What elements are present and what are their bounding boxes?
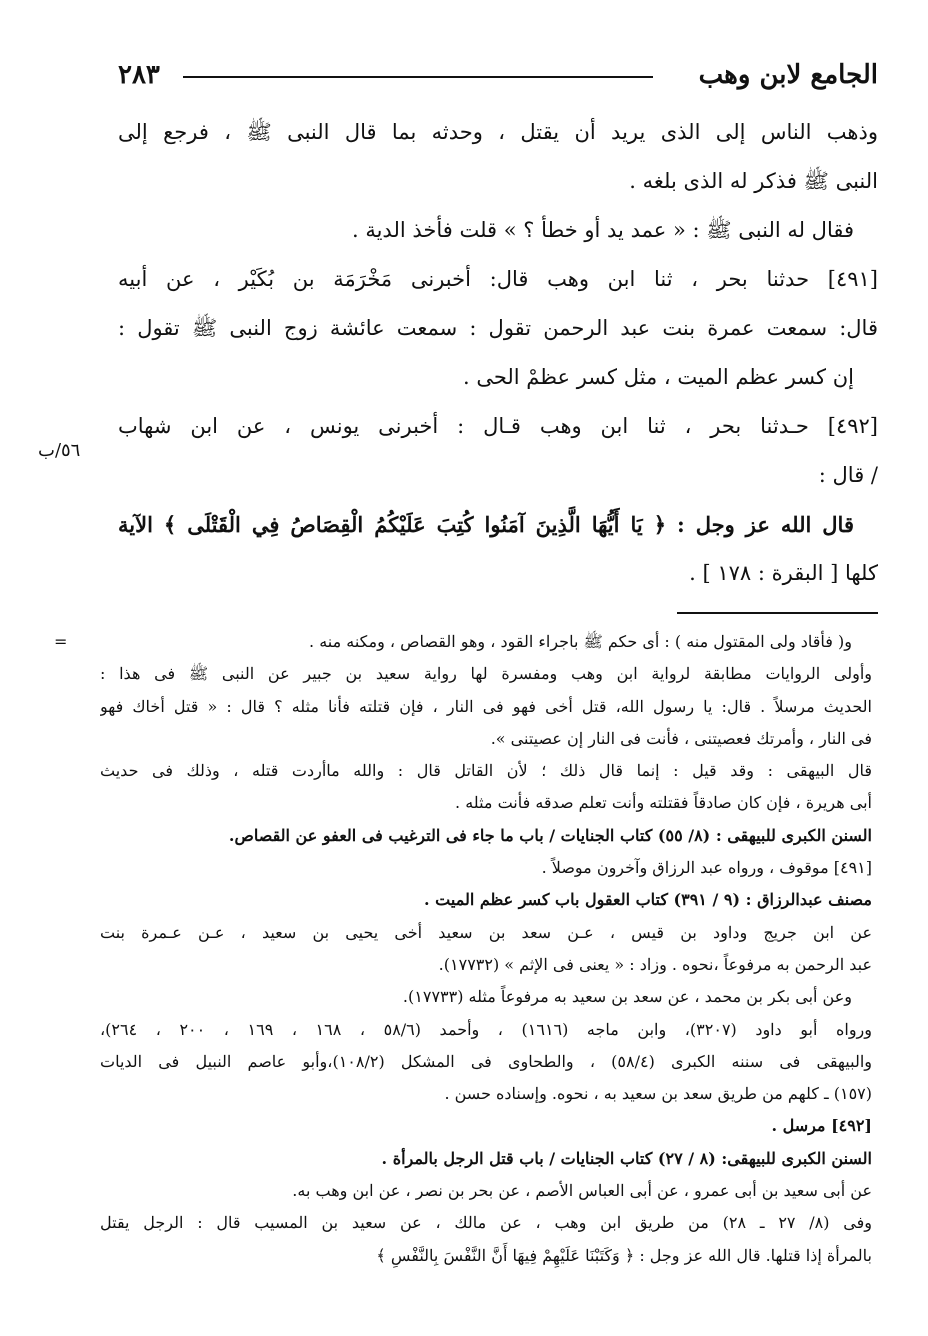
footnotes — [100, 626, 872, 1272]
manuscript-folio-note: ٥٦/ب — [38, 440, 81, 461]
text-line: فقال له النبى ﷺ : « عمد يد أو خطأ ؟ » قلت فأخذ الدية . — [351, 218, 854, 242]
hadith-491-line: [٤٩١] حدثنا بحر ، ثنا ابن وهب قال: أخبرنى مَخْرَمَة بن بُكَيْر ، عن أبيه — [118, 267, 878, 291]
footnote-divider — [677, 612, 878, 614]
text-line: إن كسر عظم الميت ، مثل كسر عظمْ الحى . — [462, 365, 854, 389]
header-rule — [183, 76, 653, 78]
text-line: كلها [ البقرة : ١٧٨ ] . — [689, 561, 878, 585]
footnote-line: عن ابن جريج وداود بن قيس ، عـن سعد بن سعيد أخى يحيى بن سعيد ، عـن عـمرة بنت — [100, 922, 872, 942]
footnote-line: ورواه أبو داود (٣٢٠٧)، وابن ماجه (١٦١٦) ، وأحمد (٥٨/٦ ، ١٦٨ ، ١٦٩ ، ٢٠٠ ، ٢٦٤)، — [100, 1019, 872, 1039]
footnote-line: عبد الرحمن به مرفوعاً ،نحوه . وزاد : « يعنى فى الإثم » (١٧٧٣٢). — [438, 954, 872, 974]
footnote-continuation-mark: = — [54, 632, 68, 651]
text-line: / قال : — [818, 463, 878, 487]
main-text — [118, 108, 878, 598]
text-line: وذهب الناس إلى الذى يريد أن يقتل ، وحدثه بما قال النبى ﷺ ، فرجع إلى — [118, 120, 878, 144]
footnote-line: الحديث مرسلاً . قال: يا رسول الله، قتل أخى فهو فى النار ، فإن قتلته فأنا مثله ؟ قال : « قتل أخاك فهو — [100, 696, 872, 716]
quran-verse-line: قال الله عز وجل : ﴿ يَا أَيُّهَا الَّذِينَ آمَنُوا كُتِبَ عَلَيْكُمُ الْقِصَاصُ فِي الْقَتْلَى ﴾ الآية — [118, 512, 854, 537]
footnote-line: بالمرأة إذا قتلها. قال الله عز وجل : ﴿ وَكَتَبْنَا عَلَيْهِمْ فِيهَا أَنَّ النَّفْسَ بِالنَّفْسِ ﴾ — [376, 1245, 872, 1265]
footnote-line: و( فأقاد ولى المقتول منه ) : أى حكم ﷺ باجراء القود ، وهو القصاص ، ومكنه منه . — [309, 632, 852, 651]
text-line: النبى ﷺ فذكر له الذى بلغه . — [629, 169, 878, 193]
footnote-line: قال البيهقى : وقد قيل : إنما قال ذلك ؛ لأن القاتل قال : والله ماأردت قتله ، وذلك فى حديث — [100, 761, 872, 781]
text-line: قال: سمعت عمرة بنت عبد الرحمن تقول : سمعت عائشة زوج النبى ﷺ تقول : — [118, 316, 878, 340]
footnote-line: (١٥٧) ـ كلهم من طريق سعد بن سعيد به ، نحوه. وإسناده حسن . — [444, 1084, 872, 1104]
footnote-line: عن أبى سعيد بن أبى عمرو ، عن أبى العباس الأصم ، عن بحر بن نصر ، عن ابن وهب به. — [292, 1181, 872, 1201]
page-number: ٢٨٣ — [118, 60, 160, 90]
footnote-line: وعن أبى بكر بن محمد ، عن سعد بن سعيد به مرفوعاً مثله (١٧٧٣٣). — [402, 987, 852, 1007]
footnote-line: والبيهقى فى سننه الكبرى (٥٨/٤) ، والطحاوى فى المشكل (١٠٨/٢)،وأبو عاصم النبيل فى الديات — [100, 1051, 872, 1071]
footnote-line: وفى (٨/ ٢٧ ـ ٢٨) من طريق ابن وهب ، عن مالك ، عن سعيد بن المسيب قال : الرجل يقتل — [100, 1213, 872, 1233]
footnote-line: السنن الكبرى للبيهقى: (٨ / ٢٧) كتاب الجنايات / باب قتل الرجل بالمرأة . — [381, 1148, 872, 1168]
footnote-line: [٤٩٢] مرسل . — [771, 1116, 872, 1136]
footnote-line: وأولى الروايات مطابقة لرواية ابن وهب ومفسرة لها رواية سعيد بن جبير عن النبى ﷺ فى هذا : — [100, 664, 872, 684]
footnote-line: السنن الكبرى للبيهقى : (٨/ ٥٥) كتاب الجنايات / باب ما جاء فى الترغيب فى العفو عن القصاص. — [228, 825, 872, 845]
running-header — [118, 55, 878, 95]
footnote-line: أبى هريرة ، فإن كان صادقاً فقتلته وأنت تعلم صدقه فأنت مثله . — [455, 793, 872, 813]
hadith-492-line: [٤٩٢] حـدثنا بحر ، ثنا ابن وهب قـال : أخبرنى يونس ، عن ابن شهاب — [118, 414, 878, 438]
footnote-line: [٤٩١] موقوف ، ورواه عبد الرزاق وآخرون موصلاً . — [541, 858, 872, 878]
book-title: الجامع لابن وهب — [698, 60, 878, 90]
footnote-line: مصنف عبدالرزاق : (٩ / ٣٩١) كتاب العقول باب كسر عظم الميت . — [424, 890, 872, 910]
footnote-line: فى النار ، وأمرتك فعصيتنى ، فأنت فى النار إن عصيتنى ». — [490, 728, 872, 748]
